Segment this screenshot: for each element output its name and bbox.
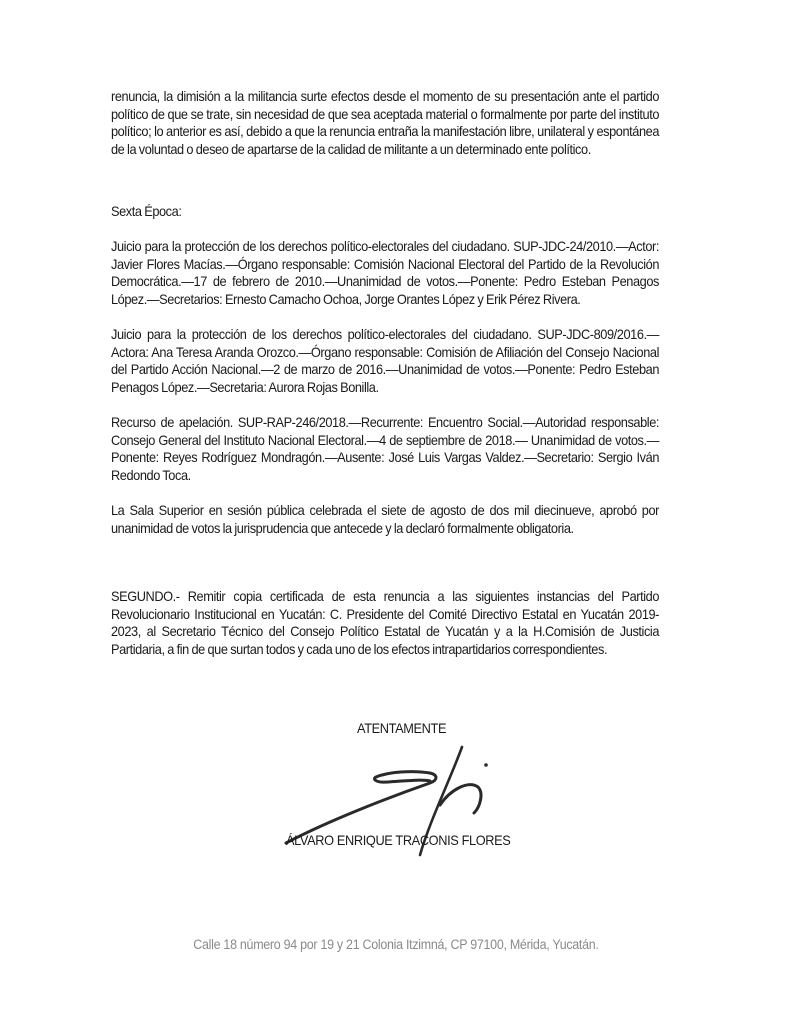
footer-address-text: Calle 18 número 94 por 19 y 21 Colonia Itzimná, CP 97100, Mérida, Yucatán. bbox=[192, 937, 599, 952]
citation-text: Juicio para la protección de los derechos político-electorales del ciudadano. SUP-JDC-24/2010.—Actor: Javier Flores Macías.—Órgano responsable: Comisión Nacional Electoral del Partido de la Revolución Democrática.—17 de febrero de 2010.—Unanimidad de votos.—Ponente: Pedro Esteban Penagos López.—Secretarios: Ernesto Camacho Ochoa, Jorge Orantes López y Erik Pérez Rivera. bbox=[111, 239, 660, 307]
precedent-citation-1 bbox=[111, 238, 659, 308]
signature-dot bbox=[484, 763, 488, 767]
heading-text: Sexta Época: bbox=[111, 204, 182, 219]
signer-name: ÁLVARO ENRIQUE TRACONIS FLORES bbox=[286, 833, 511, 848]
footer-address bbox=[0, 937, 791, 952]
citation-text: Juicio para la protección de los derechos político-electorales del ciudadano. SUP-JDC-809/2016.—Actora: Ana Teresa Aranda Orozco.—Órgano responsable: Comisión de Afiliación del Consejo Nacional del Partido Acción Nacional.—2 de marzo de 2016.—Unanimidad de votos.—Ponente: Pedro Esteban Penagos López.—Secretaria: Aurora Rojas Bonilla. bbox=[111, 327, 660, 395]
body-paragraph-segundo bbox=[111, 588, 659, 658]
body-paragraph-sala-superior bbox=[111, 502, 659, 537]
paragraph-text: SEGUNDO.- Remitir copia certificada de esta renuncia a las siguientes instancias del Partido Revolucionario Institucional en Yucatán: C. Presidente del Comité Directivo Estatal en Yucatán 2019-2023, al Secretario Técnico del Consejo Político Estatal de Yucatán y a la H.Comisión de Justicia Partidaria, a fin de que surtan todos y cada uno de los efectos intrapartidarios correspondientes. bbox=[111, 589, 660, 657]
closing-salutation: ATENTAMENTE bbox=[357, 721, 447, 736]
section-heading-sexta-epoca bbox=[111, 203, 659, 221]
body-paragraph-intro bbox=[111, 88, 659, 158]
paragraph-text: renuncia, la dimisión a la militancia surte efectos desde el momento de su presentación ante el partido político de que se trate, sin necesidad de que sea aceptada material o formalmente por parte del instituto político; lo anterior es así, debido a que la renuncia entraña la manifestación libre, unilateral y espontánea de la voluntad o deseo de apartarse de la calidad de militante a un determinado ente político. bbox=[111, 89, 660, 157]
citation-text: Recurso de apelación. SUP-RAP-246/2018.—Recurrente: Encuentro Social.—Autoridad responsable: Consejo General del Instituto Nacional Electoral.—4 de septiembre de 2018.— Unanimidad de votos.—Ponente: Reyes Rodríguez Mondragón.—Ausente: José Luis Vargas Valdez.—Secretario: Sergio Iván Redondo Toca. bbox=[111, 415, 660, 483]
precedent-citation-3 bbox=[111, 414, 659, 484]
precedent-citation-2 bbox=[111, 326, 659, 396]
paragraph-text: La Sala Superior en sesión pública celebrada el siete de agosto de dos mil diecinueve, aprobó por unanimidad de votos la jurisprudencia que antecede y la declaró formalmente obligatoria. bbox=[111, 503, 660, 536]
